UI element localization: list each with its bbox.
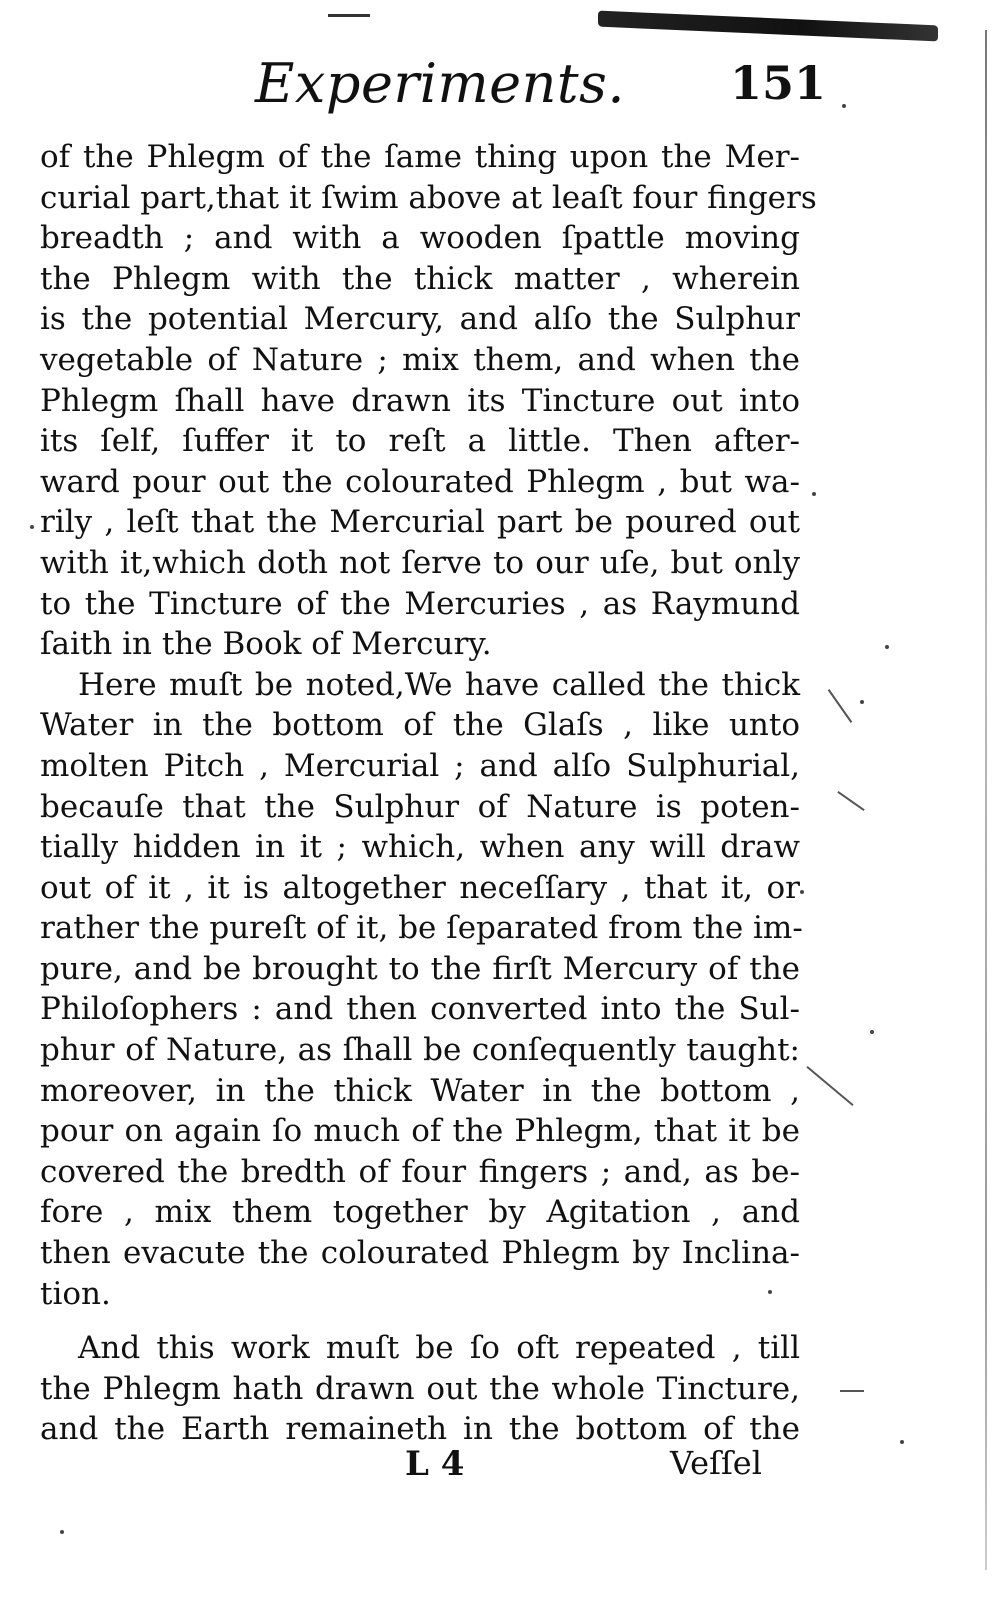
text-line: tion. <box>40 1275 111 1312</box>
scan-speck <box>812 492 816 496</box>
text-line: vegetable of Nature ; mix them, and when the <box>40 341 800 378</box>
text-line: curial part,that it ſwim above at leaſt four fingers <box>40 179 817 216</box>
scan-speck <box>768 1290 772 1294</box>
text-line: molten Pitch , Mercurial ; and alſo Sulphurial, <box>40 747 800 784</box>
text-line: pour on again ſo much of the Phlegm, that it be <box>40 1113 800 1150</box>
text-line: the Phlegm hath drawn out the whole Tincture, <box>40 1370 800 1407</box>
text-line: pure, and be brought to the firſt Mercury of the <box>40 950 800 987</box>
text-line: out of it , it is altogether neceſſary , that it, or <box>40 869 800 906</box>
text-line: fore , mix them together by Agitation , and <box>40 1194 800 1231</box>
text-line: breadth ; and with a wooden ſpattle moving <box>40 220 800 257</box>
running-title: Experiments. <box>255 52 625 115</box>
scan-speck <box>30 525 34 529</box>
text-line: ſaith in the Book of Mercury. <box>40 626 492 663</box>
text-line: with it,which doth not ſerve to our uſe, but only <box>40 544 800 581</box>
text-line: of the Phlegm of the ſame thing upon the Mer- <box>40 139 800 175</box>
text-line: the Phlegm with the thick matter , wherein <box>40 260 800 297</box>
text-line: rather the pureſt of it, be ſeparated from the im- <box>40 910 803 947</box>
scan-dash <box>840 1390 864 1392</box>
text-line: rily , leſt that the Mercurial part be poured out <box>40 504 800 541</box>
page-header <box>0 48 1000 138</box>
text-line: Water in the bottom of the Glaſs , like unto <box>40 707 800 744</box>
page-edge-shadow <box>985 30 987 1570</box>
signature-mark: L 4 <box>405 1444 465 1484</box>
catchword: Veſſel <box>670 1444 762 1482</box>
text-line: phur of Nature, as ſhall be conſequently taught: <box>40 1032 800 1069</box>
scan-speck <box>860 700 864 704</box>
scan-artifact-tick <box>328 14 370 17</box>
scan-speck <box>842 104 846 108</box>
body-text <box>40 137 817 1450</box>
paragraph-start-line: And this work muſt be ſo oft repeated , till <box>78 1330 800 1367</box>
text-line: to the Tincture of the Mercuries , as Raymund <box>40 585 800 622</box>
scan-dash <box>828 689 853 723</box>
text-line: moreover, in the thick Water in the bottom , <box>40 1072 800 1109</box>
scan-speck <box>885 645 889 649</box>
scan-speck <box>900 1440 904 1444</box>
page-footer <box>0 1444 1000 1494</box>
scan-speck <box>60 1530 64 1534</box>
text-line: ward pour out the colourated Phlegm , but wa- <box>40 463 800 500</box>
scan-speck <box>800 890 804 894</box>
text-line: Phlegm ſhall have drawn its Tincture out into <box>40 382 800 419</box>
text-line: then evacute the colourated Phlegm by Inclina- <box>40 1235 800 1272</box>
text-line: is the potential Mercury, and alſo the Sulphur <box>40 301 800 338</box>
scan-artifact-smudge <box>598 11 938 42</box>
scan-speck <box>870 1030 874 1034</box>
text-line: its ſelf, ſuffer it to reſt a little. Then after- <box>40 423 800 460</box>
paragraph-gap <box>40 1314 800 1328</box>
text-line: Philoſophers : and then converted into the Sul- <box>40 991 800 1028</box>
paragraph-start-line: Here muſt be noted,We have called the thick <box>78 666 800 703</box>
scan-dash <box>806 1066 853 1106</box>
text-line: covered the bredth of four fingers ; and, as be- <box>40 1153 800 1190</box>
text-line: and the Earth remaineth in the bottom of the <box>40 1411 800 1448</box>
page-number: 151 <box>730 56 827 110</box>
scan-dash <box>837 791 864 811</box>
text-line: tially hidden in it ; which, when any will draw <box>40 829 800 866</box>
text-line: becauſe that the Sulphur of Nature is poten- <box>40 788 800 825</box>
